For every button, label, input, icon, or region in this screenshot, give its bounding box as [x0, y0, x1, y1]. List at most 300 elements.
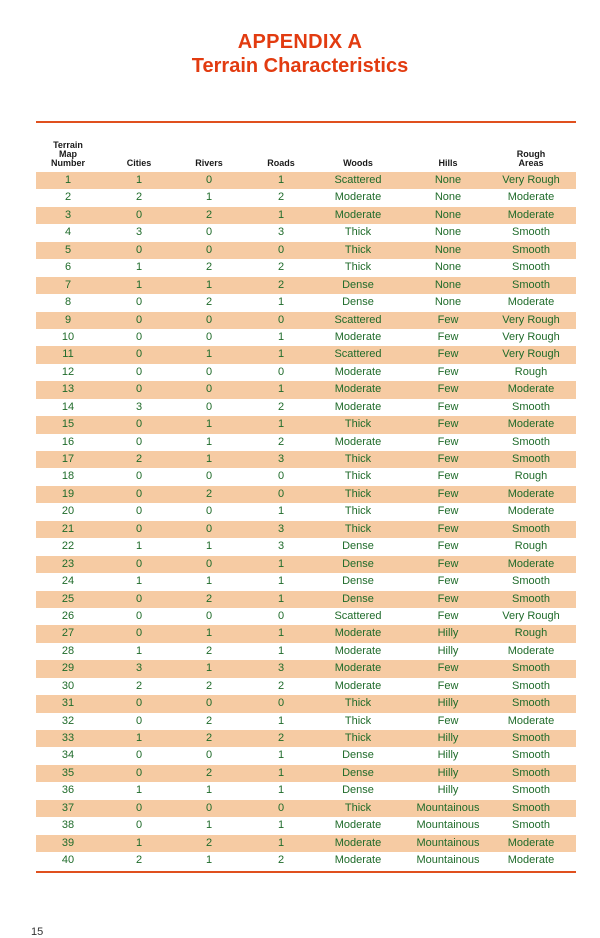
- header-rough-areas: Rough Areas: [516, 149, 546, 168]
- table-row: [36, 730, 576, 747]
- cell-woods: Thick: [344, 418, 372, 431]
- cell-rivers: 2: [205, 487, 213, 500]
- cell-rivers: 0: [205, 243, 213, 256]
- cell-map-number: 37: [61, 801, 75, 814]
- table-row: [36, 259, 576, 276]
- cell-hills: Hilly: [437, 749, 459, 762]
- cell-woods: Thick: [344, 801, 372, 814]
- cell-roads: 2: [277, 278, 285, 291]
- cell-woods: Dense: [342, 784, 374, 797]
- cell-rivers: 0: [205, 365, 213, 378]
- cell-rivers: 1: [205, 435, 213, 448]
- cell-rivers: 1: [205, 575, 213, 588]
- cell-hills: Few: [437, 487, 459, 500]
- cell-rough-areas: Very Rough: [502, 313, 560, 326]
- cell-cities: 1: [135, 540, 143, 553]
- cell-woods: Moderate: [334, 662, 382, 675]
- cell-rivers: 1: [205, 453, 213, 465]
- cell-roads: 3: [277, 226, 285, 239]
- cell-map-number: 29: [61, 662, 75, 675]
- table-bottom-rule: [36, 871, 576, 873]
- table-row: [36, 503, 576, 520]
- cell-cities: 0: [135, 365, 143, 378]
- table-row: [36, 399, 576, 416]
- cell-woods: Thick: [344, 714, 372, 727]
- cell-rough-areas: Smooth: [512, 226, 550, 239]
- cell-woods: Scattered: [334, 313, 382, 326]
- table-row: [36, 294, 576, 311]
- cell-cities: 0: [135, 801, 143, 814]
- cell-hills: None: [434, 278, 462, 291]
- cell-rough-areas: Smooth: [512, 522, 550, 535]
- cell-roads: 1: [277, 208, 285, 221]
- cell-rivers: 1: [205, 627, 213, 640]
- cell-rivers: 2: [205, 208, 213, 221]
- cell-woods: Dense: [342, 575, 374, 588]
- cell-map-number: 6: [64, 261, 72, 274]
- cell-rough-areas: Smooth: [512, 784, 550, 797]
- cell-cities: 0: [135, 766, 143, 779]
- cell-rivers: 0: [205, 400, 213, 413]
- cell-roads: 1: [277, 557, 285, 570]
- header-cities: Cities: [126, 158, 152, 168]
- cell-cities: 0: [135, 487, 143, 500]
- cell-rough-areas: Smooth: [512, 243, 550, 256]
- cell-roads: 1: [277, 575, 285, 588]
- cell-cities: 3: [135, 226, 143, 239]
- cell-rough-areas: Very Rough: [502, 330, 560, 343]
- cell-woods: Dense: [342, 278, 374, 291]
- cell-rough-areas: Very Rough: [502, 609, 560, 622]
- cell-hills: None: [434, 261, 462, 274]
- cell-map-number: 16: [61, 435, 75, 448]
- cell-hills: Few: [437, 453, 459, 465]
- cell-map-number: 4: [64, 226, 72, 239]
- table-header: [36, 130, 576, 168]
- cell-map-number: 8: [64, 296, 72, 309]
- cell-cities: 1: [135, 278, 143, 291]
- cell-woods: Scattered: [334, 348, 382, 361]
- cell-hills: Mountainous: [416, 801, 480, 814]
- cell-cities: 1: [135, 836, 143, 849]
- cell-hills: Few: [437, 522, 459, 535]
- cell-rough-areas: Moderate: [507, 418, 555, 431]
- cell-roads: 1: [277, 418, 285, 431]
- cell-woods: Moderate: [334, 435, 382, 448]
- cell-cities: 0: [135, 522, 143, 535]
- cell-rivers: 0: [205, 505, 213, 518]
- cell-roads: 1: [277, 836, 285, 849]
- cell-cities: 0: [135, 609, 143, 622]
- cell-rivers: 1: [205, 662, 213, 675]
- cell-map-number: 2: [64, 191, 72, 204]
- cell-cities: 2: [135, 191, 143, 204]
- cell-rivers: 0: [205, 174, 213, 186]
- cell-rivers: 0: [205, 470, 213, 483]
- cell-rough-areas: Smooth: [512, 278, 550, 291]
- cell-map-number: 9: [64, 313, 72, 326]
- cell-hills: None: [434, 296, 462, 309]
- cell-hills: Few: [437, 383, 459, 396]
- cell-cities: 0: [135, 627, 143, 640]
- cell-hills: Few: [437, 592, 459, 605]
- cell-rivers: 0: [205, 226, 213, 239]
- cell-rough-areas: Very Rough: [502, 348, 560, 361]
- cell-roads: 2: [277, 679, 285, 692]
- cell-woods: Thick: [344, 453, 372, 465]
- cell-rivers: 0: [205, 522, 213, 535]
- cell-hills: Mountainous: [416, 854, 480, 867]
- cell-rough-areas: Smooth: [512, 575, 550, 588]
- cell-woods: Thick: [344, 505, 372, 518]
- cell-woods: Moderate: [334, 819, 382, 832]
- cell-cities: 0: [135, 505, 143, 518]
- cell-cities: 2: [135, 453, 143, 465]
- cell-cities: 0: [135, 592, 143, 605]
- cell-hills: Few: [437, 418, 459, 431]
- cell-woods: Moderate: [334, 208, 382, 221]
- cell-woods: Thick: [344, 487, 372, 500]
- header-rivers: Rivers: [195, 158, 223, 168]
- cell-woods: Dense: [342, 557, 374, 570]
- cell-roads: 2: [277, 191, 285, 204]
- cell-hills: Few: [437, 557, 459, 570]
- cell-cities: 0: [135, 383, 143, 396]
- cell-map-number: 15: [61, 418, 75, 431]
- cell-rivers: 2: [205, 679, 213, 692]
- cell-cities: 0: [135, 330, 143, 343]
- cell-cities: 0: [135, 714, 143, 727]
- cell-rivers: 0: [205, 609, 213, 622]
- cell-hills: Few: [437, 470, 459, 483]
- cell-woods: Moderate: [334, 330, 382, 343]
- cell-rough-areas: Smooth: [512, 261, 550, 274]
- table-row: [36, 277, 576, 294]
- cell-rivers: 1: [205, 540, 213, 553]
- cell-rough-areas: Moderate: [507, 557, 555, 570]
- cell-cities: 0: [135, 697, 143, 710]
- header-woods: Woods: [343, 158, 373, 168]
- cell-hills: Few: [437, 662, 459, 675]
- appendix-title: APPENDIX A: [237, 31, 363, 53]
- cell-map-number: 25: [61, 592, 75, 605]
- cell-cities: 0: [135, 313, 143, 326]
- cell-cities: 0: [135, 296, 143, 309]
- cell-hills: Hilly: [437, 766, 459, 779]
- page-number: 15: [31, 926, 44, 938]
- table-row: [36, 852, 576, 869]
- table-row: [36, 468, 576, 485]
- cell-woods: Moderate: [334, 191, 382, 204]
- cell-cities: 1: [135, 644, 143, 657]
- table-row: [36, 556, 576, 573]
- table-top-rule: [36, 121, 576, 123]
- cell-cities: 3: [135, 662, 143, 675]
- cell-rough-areas: Smooth: [512, 435, 550, 448]
- cell-woods: Thick: [344, 470, 372, 483]
- cell-woods: Moderate: [334, 854, 382, 867]
- cell-roads: 1: [277, 174, 285, 186]
- cell-cities: 3: [135, 400, 143, 413]
- cell-rough-areas: Very Rough: [502, 174, 560, 186]
- cell-map-number: 7: [64, 278, 72, 291]
- table-row: [36, 835, 576, 852]
- cell-rivers: 0: [205, 313, 213, 326]
- cell-rivers: 2: [205, 714, 213, 727]
- table-row: [36, 172, 576, 189]
- table-row: [36, 660, 576, 677]
- cell-roads: 1: [277, 644, 285, 657]
- table-row: [36, 765, 576, 782]
- cell-roads: 1: [277, 330, 285, 343]
- cell-cities: 0: [135, 435, 143, 448]
- cell-map-number: 1: [64, 174, 72, 186]
- cell-woods: Thick: [344, 732, 372, 744]
- table-row: [36, 364, 576, 381]
- cell-map-number: 30: [61, 679, 75, 692]
- cell-roads: 2: [277, 435, 285, 448]
- cell-rough-areas: Moderate: [507, 191, 555, 204]
- table-row: [36, 782, 576, 799]
- cell-roads: 3: [277, 540, 285, 553]
- cell-map-number: 28: [61, 644, 75, 657]
- cell-rough-areas: Moderate: [507, 208, 555, 221]
- cell-woods: Moderate: [334, 365, 382, 378]
- cell-woods: Thick: [344, 522, 372, 535]
- cell-hills: Mountainous: [416, 819, 480, 832]
- cell-cities: 2: [135, 679, 143, 692]
- cell-map-number: 3: [64, 208, 72, 221]
- table-row: [36, 224, 576, 241]
- cell-map-number: 13: [61, 383, 75, 396]
- cell-woods: Dense: [342, 540, 374, 553]
- cell-map-number: 18: [61, 470, 75, 483]
- cell-woods: Moderate: [334, 400, 382, 413]
- table-row: [36, 416, 576, 433]
- cell-roads: 0: [277, 801, 285, 814]
- cell-hills: Few: [437, 435, 459, 448]
- header-hills: Hills: [438, 158, 458, 168]
- cell-roads: 1: [277, 784, 285, 797]
- cell-rough-areas: Moderate: [507, 505, 555, 518]
- cell-map-number: 22: [61, 540, 75, 553]
- cell-hills: Hilly: [437, 697, 459, 710]
- cell-roads: 1: [277, 348, 285, 361]
- cell-hills: None: [434, 191, 462, 204]
- cell-cities: 1: [135, 174, 143, 186]
- cell-woods: Moderate: [334, 627, 382, 640]
- cell-roads: 1: [277, 592, 285, 605]
- cell-rough-areas: Rough: [514, 627, 548, 640]
- cell-map-number: 21: [61, 522, 75, 535]
- cell-cities: 1: [135, 575, 143, 588]
- cell-hills: Few: [437, 575, 459, 588]
- cell-cities: 0: [135, 749, 143, 762]
- cell-roads: 0: [277, 470, 285, 483]
- table-row: [36, 573, 576, 590]
- cell-rivers: 2: [205, 732, 213, 744]
- cell-cities: 1: [135, 732, 143, 744]
- table-row: [36, 242, 576, 259]
- cell-hills: Few: [437, 348, 459, 361]
- cell-woods: Thick: [344, 243, 372, 256]
- cell-hills: Few: [437, 714, 459, 727]
- table-row: [36, 625, 576, 642]
- cell-roads: 1: [277, 749, 285, 762]
- cell-cities: 0: [135, 208, 143, 221]
- cell-woods: Thick: [344, 261, 372, 274]
- cell-hills: Hilly: [437, 732, 459, 744]
- cell-map-number: 10: [61, 330, 75, 343]
- cell-rivers: 1: [205, 418, 213, 431]
- table-row: [36, 538, 576, 555]
- cell-rivers: 0: [205, 330, 213, 343]
- cell-rivers: 1: [205, 784, 213, 797]
- cell-map-number: 32: [61, 714, 75, 727]
- cell-woods: Dense: [342, 592, 374, 605]
- cell-roads: 1: [277, 714, 285, 727]
- cell-rivers: 2: [205, 592, 213, 605]
- cell-map-number: 23: [61, 557, 75, 570]
- cell-rivers: 0: [205, 557, 213, 570]
- cell-roads: 0: [277, 609, 285, 622]
- cell-rough-areas: Smooth: [512, 766, 550, 779]
- cell-cities: 1: [135, 784, 143, 797]
- cell-rough-areas: Smooth: [512, 592, 550, 605]
- cell-roads: 2: [277, 400, 285, 413]
- cell-map-number: 20: [61, 505, 75, 518]
- cell-rough-areas: Smooth: [512, 732, 550, 744]
- cell-woods: Moderate: [334, 679, 382, 692]
- cell-cities: 1: [135, 261, 143, 274]
- appendix-subtitle: Terrain Characteristics: [191, 55, 409, 77]
- table-row: [36, 521, 576, 538]
- cell-woods: Moderate: [334, 383, 382, 396]
- cell-roads: 0: [277, 487, 285, 500]
- cell-map-number: 11: [62, 348, 74, 361]
- cell-hills: Few: [437, 540, 459, 553]
- header-roads: Roads: [267, 158, 295, 168]
- cell-woods: Scattered: [334, 174, 382, 186]
- cell-map-number: 5: [64, 243, 72, 256]
- cell-hills: Hilly: [437, 784, 459, 797]
- cell-roads: 2: [277, 261, 285, 274]
- cell-roads: 3: [277, 522, 285, 535]
- cell-hills: Few: [437, 400, 459, 413]
- cell-hills: Few: [437, 679, 459, 692]
- cell-map-number: 33: [61, 732, 75, 744]
- cell-map-number: 24: [61, 575, 75, 588]
- cell-rivers: 1: [205, 819, 213, 832]
- cell-roads: 0: [277, 313, 285, 326]
- cell-rivers: 2: [205, 261, 213, 274]
- cell-woods: Thick: [344, 697, 372, 710]
- cell-rough-areas: Moderate: [507, 854, 555, 867]
- table-row: [36, 608, 576, 625]
- cell-rough-areas: Moderate: [507, 714, 555, 727]
- cell-map-number: 35: [61, 766, 75, 779]
- cell-woods: Dense: [342, 749, 374, 762]
- cell-map-number: 31: [61, 697, 75, 710]
- cell-woods: Dense: [342, 296, 374, 309]
- cell-woods: Moderate: [334, 836, 382, 849]
- terrain-table-body: [36, 172, 576, 870]
- cell-rough-areas: Smooth: [512, 400, 550, 413]
- table-row: [36, 207, 576, 224]
- table-row: [36, 346, 576, 363]
- cell-map-number: 39: [61, 836, 75, 849]
- cell-roads: 0: [277, 697, 285, 710]
- table-row: [36, 817, 576, 834]
- cell-hills: Hilly: [437, 644, 459, 657]
- cell-map-number: 38: [61, 819, 75, 832]
- cell-hills: None: [434, 174, 462, 186]
- table-row: [36, 591, 576, 608]
- cell-rough-areas: Moderate: [507, 836, 555, 849]
- cell-cities: 2: [135, 854, 143, 867]
- cell-roads: 1: [277, 627, 285, 640]
- cell-roads: 2: [277, 854, 285, 867]
- cell-roads: 3: [277, 453, 285, 465]
- cell-hills: Few: [437, 330, 459, 343]
- table-row: [36, 800, 576, 817]
- table-row: [36, 381, 576, 398]
- cell-cities: 0: [135, 243, 143, 256]
- cell-rough-areas: Smooth: [512, 453, 550, 465]
- table-row: [36, 189, 576, 206]
- cell-woods: Dense: [342, 766, 374, 779]
- cell-rough-areas: Smooth: [512, 662, 550, 675]
- cell-cities: 0: [135, 819, 143, 832]
- cell-roads: 1: [277, 296, 285, 309]
- cell-map-number: 14: [61, 400, 75, 413]
- cell-map-number: 36: [61, 784, 75, 797]
- cell-rivers: 2: [205, 836, 213, 849]
- table-row: [36, 451, 576, 468]
- cell-hills: None: [434, 243, 462, 256]
- table-row: [36, 434, 576, 451]
- cell-roads: 1: [277, 766, 285, 779]
- cell-rough-areas: Smooth: [512, 679, 550, 692]
- cell-rough-areas: Moderate: [507, 383, 555, 396]
- cell-rough-areas: Rough: [514, 540, 548, 553]
- cell-map-number: 34: [61, 749, 75, 762]
- cell-roads: 0: [277, 243, 285, 256]
- cell-rivers: 1: [205, 278, 213, 291]
- cell-rough-areas: Moderate: [507, 296, 555, 309]
- cell-map-number: 40: [61, 854, 75, 867]
- cell-rivers: 2: [205, 766, 213, 779]
- table-row: [36, 747, 576, 764]
- table-row: [36, 329, 576, 346]
- cell-roads: 1: [277, 383, 285, 396]
- cell-rough-areas: Moderate: [507, 644, 555, 657]
- cell-rough-areas: Smooth: [512, 697, 550, 710]
- cell-rough-areas: Smooth: [512, 819, 550, 832]
- cell-map-number: 26: [61, 609, 75, 622]
- cell-map-number: 12: [61, 365, 75, 378]
- cell-hills: None: [434, 226, 462, 239]
- cell-hills: Mountainous: [416, 836, 480, 849]
- cell-map-number: 17: [61, 453, 75, 465]
- header-map-number: Terrain Map Number: [50, 140, 85, 168]
- cell-rough-areas: Rough: [514, 365, 548, 378]
- cell-hills: Hilly: [437, 627, 459, 640]
- cell-roads: 1: [277, 819, 285, 832]
- cell-rough-areas: Rough: [514, 470, 548, 483]
- cell-roads: 2: [277, 732, 285, 744]
- cell-hills: Few: [437, 609, 459, 622]
